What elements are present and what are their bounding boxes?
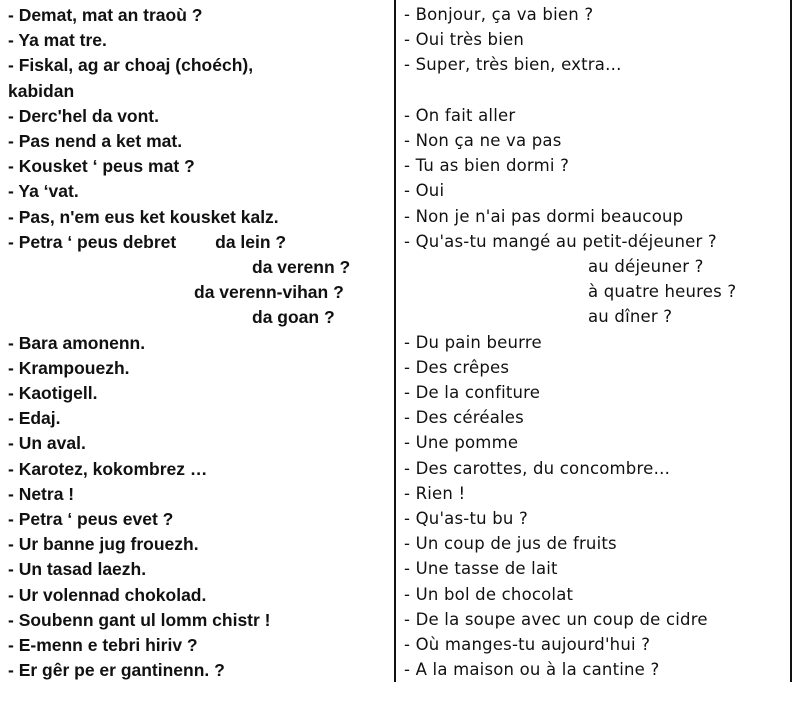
french-line: - Des crêpes bbox=[404, 357, 510, 377]
breton-line: - E-menn e tebri hiriv ? bbox=[8, 635, 198, 655]
french-line: - A la maison ou à la cantine ? bbox=[404, 660, 660, 680]
column-divider bbox=[394, 0, 396, 682]
breton-line: - Un tasad laezh. bbox=[8, 559, 147, 580]
french-line: - Du pain beurre bbox=[404, 332, 542, 352]
french-line: - Non je n'ai pas dormi beaucoup bbox=[404, 206, 684, 226]
french-line: - Oui bbox=[404, 181, 445, 201]
french-line: - Tu as bien dormi ? bbox=[404, 156, 570, 176]
breton-line: - Karotez, kokombrez … bbox=[8, 458, 208, 479]
french-line: - On fait aller bbox=[404, 105, 516, 125]
french-line: - De la soupe avec un coup de cidre bbox=[404, 609, 708, 629]
breton-line: - Ya ‘vat. bbox=[8, 181, 79, 202]
breton-line: - Petra ‘ peus debret da lein ? bbox=[8, 231, 287, 252]
french-line: - Des céréales bbox=[404, 408, 524, 428]
french-line: - Un bol de chocolat bbox=[404, 584, 574, 604]
breton-line: - Fiskal, ag ar choaj (choéch), bbox=[8, 55, 254, 76]
french-line: - Qu'as-tu mangé au petit-déjeuner ? bbox=[404, 231, 717, 251]
breton-line: - Pas nend a ket mat. bbox=[8, 131, 183, 151]
french-line: - Une tasse de lait bbox=[404, 559, 558, 579]
breton-line: - Netra ! bbox=[8, 483, 75, 504]
breton-line: da verenn ? bbox=[252, 257, 351, 277]
french-line: - Non ça ne va pas bbox=[404, 131, 562, 150]
breton-line: - Ur volennad chokolad. bbox=[8, 584, 207, 605]
french-line: - Qu'as-tu bu ? bbox=[404, 509, 528, 528]
french-line: - Où manges-tu aujourd'hui ? bbox=[404, 635, 651, 654]
breton-line: da goan ? bbox=[252, 307, 335, 328]
french-line: - Rien ! bbox=[404, 483, 466, 503]
french-line: - Super, très bien, extra… bbox=[404, 55, 622, 75]
breton-line: - Derc'hel da vont. bbox=[8, 105, 159, 126]
french-line: - Bonjour, ça va bien ? bbox=[404, 5, 594, 24]
french-line: - Une pomme bbox=[404, 433, 519, 453]
french-line: au déjeuner ? bbox=[588, 257, 704, 276]
breton-line: - Kousket ‘ peus mat ? bbox=[8, 156, 195, 177]
breton-line: - Bara amonenn. bbox=[8, 332, 146, 353]
breton-line: - Un aval. bbox=[8, 433, 86, 454]
french-line: au dîner ? bbox=[588, 307, 673, 327]
french-line: - Des carottes, du concombre… bbox=[404, 458, 671, 478]
french-line: - Un coup de jus de fruits bbox=[404, 534, 617, 554]
right-border bbox=[790, 0, 792, 682]
breton-line: - Pas, n'em eus ket kousket kalz. bbox=[8, 206, 279, 227]
breton-line: da verenn-vihan ? bbox=[194, 282, 344, 303]
breton-line: - Soubenn gant ul lomm chistr ! bbox=[8, 609, 271, 630]
breton-line: - Er gêr pe er gantinenn. ? bbox=[8, 660, 225, 681]
breton-line: - Krampouezh. bbox=[8, 357, 130, 378]
breton-line: - Kaotigell. bbox=[8, 383, 98, 403]
french-line: - De la confiture bbox=[404, 383, 541, 402]
breton-line: - Demat, mat an traoù ? bbox=[8, 5, 203, 25]
breton-line: - Ya mat tre. bbox=[8, 30, 107, 51]
breton-line: - Ur banne jug frouezh. bbox=[8, 534, 199, 555]
breton-line: - Edaj. bbox=[8, 408, 61, 429]
french-line: à quatre heures ? bbox=[588, 282, 737, 302]
french-line: - Oui très bien bbox=[404, 30, 525, 50]
breton-line: kabidan bbox=[8, 80, 75, 101]
breton-line: - Petra ‘ peus evet ? bbox=[8, 509, 174, 529]
